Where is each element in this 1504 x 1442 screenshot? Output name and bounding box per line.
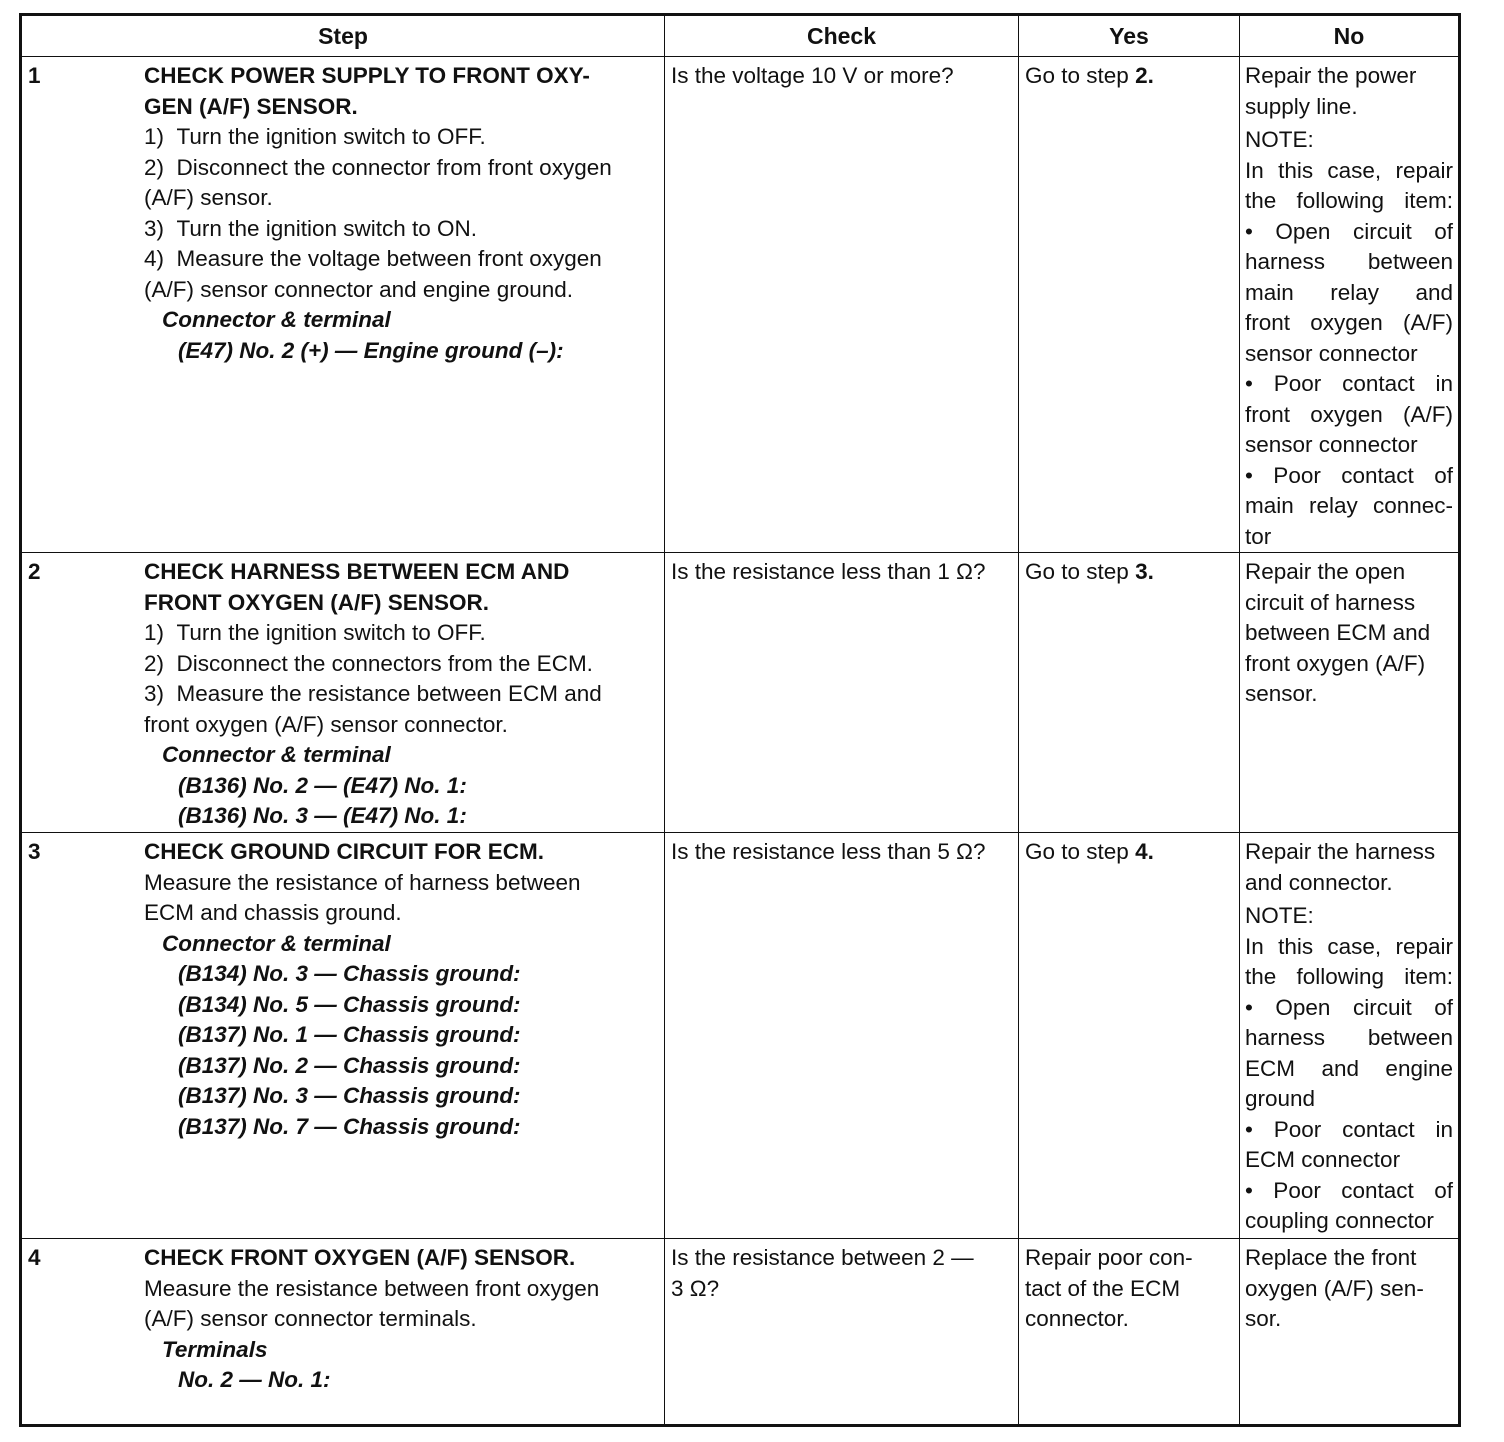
yes-step-ref: 3.: [1135, 559, 1154, 584]
no-text: Replace the front: [1245, 1245, 1417, 1270]
header-check: Check: [806, 23, 877, 49]
yes-text: connector.: [1025, 1306, 1129, 1331]
note-line: the following item:: [1245, 964, 1453, 989]
step-number: 3: [28, 839, 41, 864]
row-divider: [22, 552, 1458, 553]
no-text: sor.: [1245, 1306, 1282, 1331]
terminal-spec: (B136) No. 3 — (E47) No. 1:: [178, 803, 467, 828]
note-label: NOTE:: [1245, 127, 1314, 152]
step-description: [144, 1243, 660, 1396]
header-no: No: [1333, 23, 1365, 49]
substep: 3) Turn the ignition switch to ON.: [144, 215, 478, 241]
no-text: Repair the harness: [1245, 839, 1436, 864]
no-text: oxygen (A/F) sen-: [1245, 1275, 1424, 1301]
no-text: supply line.: [1245, 93, 1358, 119]
note-line: tor: [1245, 523, 1272, 549]
note-line: • Poor contact in: [1245, 1116, 1453, 1142]
note-line: main relay connec-: [1245, 493, 1453, 518]
step-title: GEN (A/F) SENSOR.: [144, 93, 358, 119]
step-title: CHECK POWER SUPPLY TO FRONT OXY-: [144, 63, 590, 88]
substep: (A/F) sensor connector terminals.: [144, 1306, 477, 1331]
column-divider: [1018, 16, 1019, 1424]
yes-action: [1025, 61, 1235, 92]
connector-label: Connector & terminal: [162, 742, 391, 767]
note-line: ECM connector: [1245, 1147, 1401, 1172]
note-line: • Poor contact of: [1245, 1177, 1453, 1203]
no-text: circuit of harness: [1245, 589, 1416, 615]
substep: (A/F) sensor connector and engine ground.: [144, 276, 574, 302]
substep: Measure the resistance of harness between: [144, 869, 581, 895]
substep: Measure the resistance between front oxygen: [144, 1275, 600, 1301]
terminal-spec: (B136) No. 2 — (E47) No. 1:: [178, 772, 467, 798]
step-description: [144, 557, 660, 832]
no-text: and connector.: [1245, 869, 1393, 895]
column-divider: [664, 16, 665, 1424]
no-action: [1245, 837, 1453, 1237]
no-action: [1245, 61, 1453, 552]
no-text: Repair the open: [1245, 559, 1406, 584]
terminal-spec: (B137) No. 7 — Chassis ground:: [178, 1113, 521, 1139]
yes-prefix: Go to step: [1025, 559, 1136, 584]
terminal-spec: (B137) No. 1 — Chassis ground:: [178, 1022, 521, 1047]
yes-prefix: Go to step: [1025, 63, 1136, 88]
connector-label: Terminals: [162, 1336, 268, 1362]
substep: (A/F) sensor.: [144, 185, 273, 210]
check-question: Is the resistance less than 1 Ω?: [671, 559, 986, 584]
no-action: [1245, 1243, 1453, 1335]
note-line: • Poor contact in: [1245, 371, 1453, 396]
yes-text: tact of the ECM: [1025, 1275, 1181, 1301]
note-line: front oxygen (A/F): [1245, 310, 1453, 335]
note-line: ground: [1245, 1086, 1316, 1111]
check-question: [671, 1243, 1016, 1304]
substep: 2) Disconnect the connector from front oxygen: [144, 154, 612, 180]
note-line: ECM and engine: [1245, 1055, 1453, 1081]
substep: 1) Turn the ignition switch to OFF.: [144, 620, 486, 645]
step-number: 1: [28, 63, 41, 88]
step-title: FRONT OXYGEN (A/F) SENSOR.: [144, 589, 490, 615]
step-number: 2: [28, 559, 41, 584]
note-line: sensor connector: [1245, 432, 1418, 457]
step-number: 4: [28, 1245, 41, 1270]
yes-prefix: Go to step: [1025, 839, 1136, 864]
row-divider: [22, 832, 1458, 833]
note-line: front oxygen (A/F): [1245, 401, 1453, 427]
note-line: main relay and: [1245, 279, 1453, 305]
no-text: Repair the power: [1245, 63, 1417, 88]
column-divider: [1239, 16, 1240, 1424]
note-line: harness between: [1245, 249, 1453, 274]
substep: 3) Measure the resistance between ECM and: [144, 681, 602, 706]
no-text: between ECM and: [1245, 620, 1431, 645]
note-line: sensor connector: [1245, 340, 1418, 366]
check-question: Is the resistance less than 5 Ω?: [671, 839, 986, 864]
step-title: CHECK HARNESS BETWEEN ECM AND: [144, 559, 570, 584]
substep: front oxygen (A/F) sensor connector.: [144, 711, 508, 737]
note-line: In this case, repair: [1245, 933, 1453, 959]
header-yes: Yes: [1109, 23, 1149, 49]
terminal-spec: (B137) No. 3 — Chassis ground:: [178, 1083, 521, 1108]
yes-action: [1025, 837, 1235, 868]
connector-label: Connector & terminal: [162, 307, 391, 332]
check-line: 3 Ω?: [671, 1275, 720, 1301]
check-question: Is the voltage 10 V or more?: [671, 63, 954, 88]
note-line: • Poor contact of: [1245, 462, 1453, 488]
yes-step-ref: 4.: [1135, 839, 1154, 864]
terminal-spec: No. 2 — No. 1:: [178, 1367, 331, 1392]
no-text: sensor.: [1245, 681, 1318, 706]
note-line: harness between: [1245, 1025, 1453, 1050]
terminal-spec: (B134) No. 5 — Chassis ground:: [178, 991, 521, 1017]
yes-action: [1025, 557, 1235, 588]
substep: 2) Disconnect the connectors from the ECM.: [144, 650, 593, 676]
step-title: CHECK GROUND CIRCUIT FOR ECM.: [144, 839, 544, 864]
note-label: NOTE:: [1245, 903, 1314, 928]
no-action: [1245, 557, 1453, 710]
no-text: front oxygen (A/F): [1245, 650, 1426, 676]
yes-text: Repair poor con-: [1025, 1245, 1193, 1270]
connector-label: Connector & terminal: [162, 930, 391, 956]
note-line: • Open circuit of: [1245, 218, 1453, 244]
step-title: CHECK FRONT OXYGEN (A/F) SENSOR.: [144, 1245, 576, 1270]
terminal-spec: (E47) No. 2 (+) — Engine ground (–):: [178, 337, 564, 363]
step-description: [144, 61, 660, 366]
terminal-spec: (B134) No. 3 — Chassis ground:: [178, 961, 521, 986]
note-line: the following item:: [1245, 188, 1453, 213]
note-line: coupling connector: [1245, 1208, 1434, 1233]
row-divider: [22, 1238, 1458, 1239]
substep: 1) Turn the ignition switch to OFF.: [144, 124, 486, 149]
diagnostic-table: [19, 13, 1461, 1427]
check-line: Is the resistance between 2 —: [671, 1245, 974, 1270]
header-step: Step: [318, 23, 368, 49]
terminal-spec: (B137) No. 2 — Chassis ground:: [178, 1052, 521, 1078]
note-line: • Open circuit of: [1245, 994, 1453, 1020]
yes-action: [1025, 1243, 1235, 1335]
substep: ECM and chassis ground.: [144, 900, 402, 925]
substep: 4) Measure the voltage between front oxygen: [144, 246, 602, 271]
step-description: [144, 837, 660, 1142]
note-line: In this case, repair: [1245, 157, 1453, 183]
yes-step-ref: 2.: [1135, 63, 1154, 88]
